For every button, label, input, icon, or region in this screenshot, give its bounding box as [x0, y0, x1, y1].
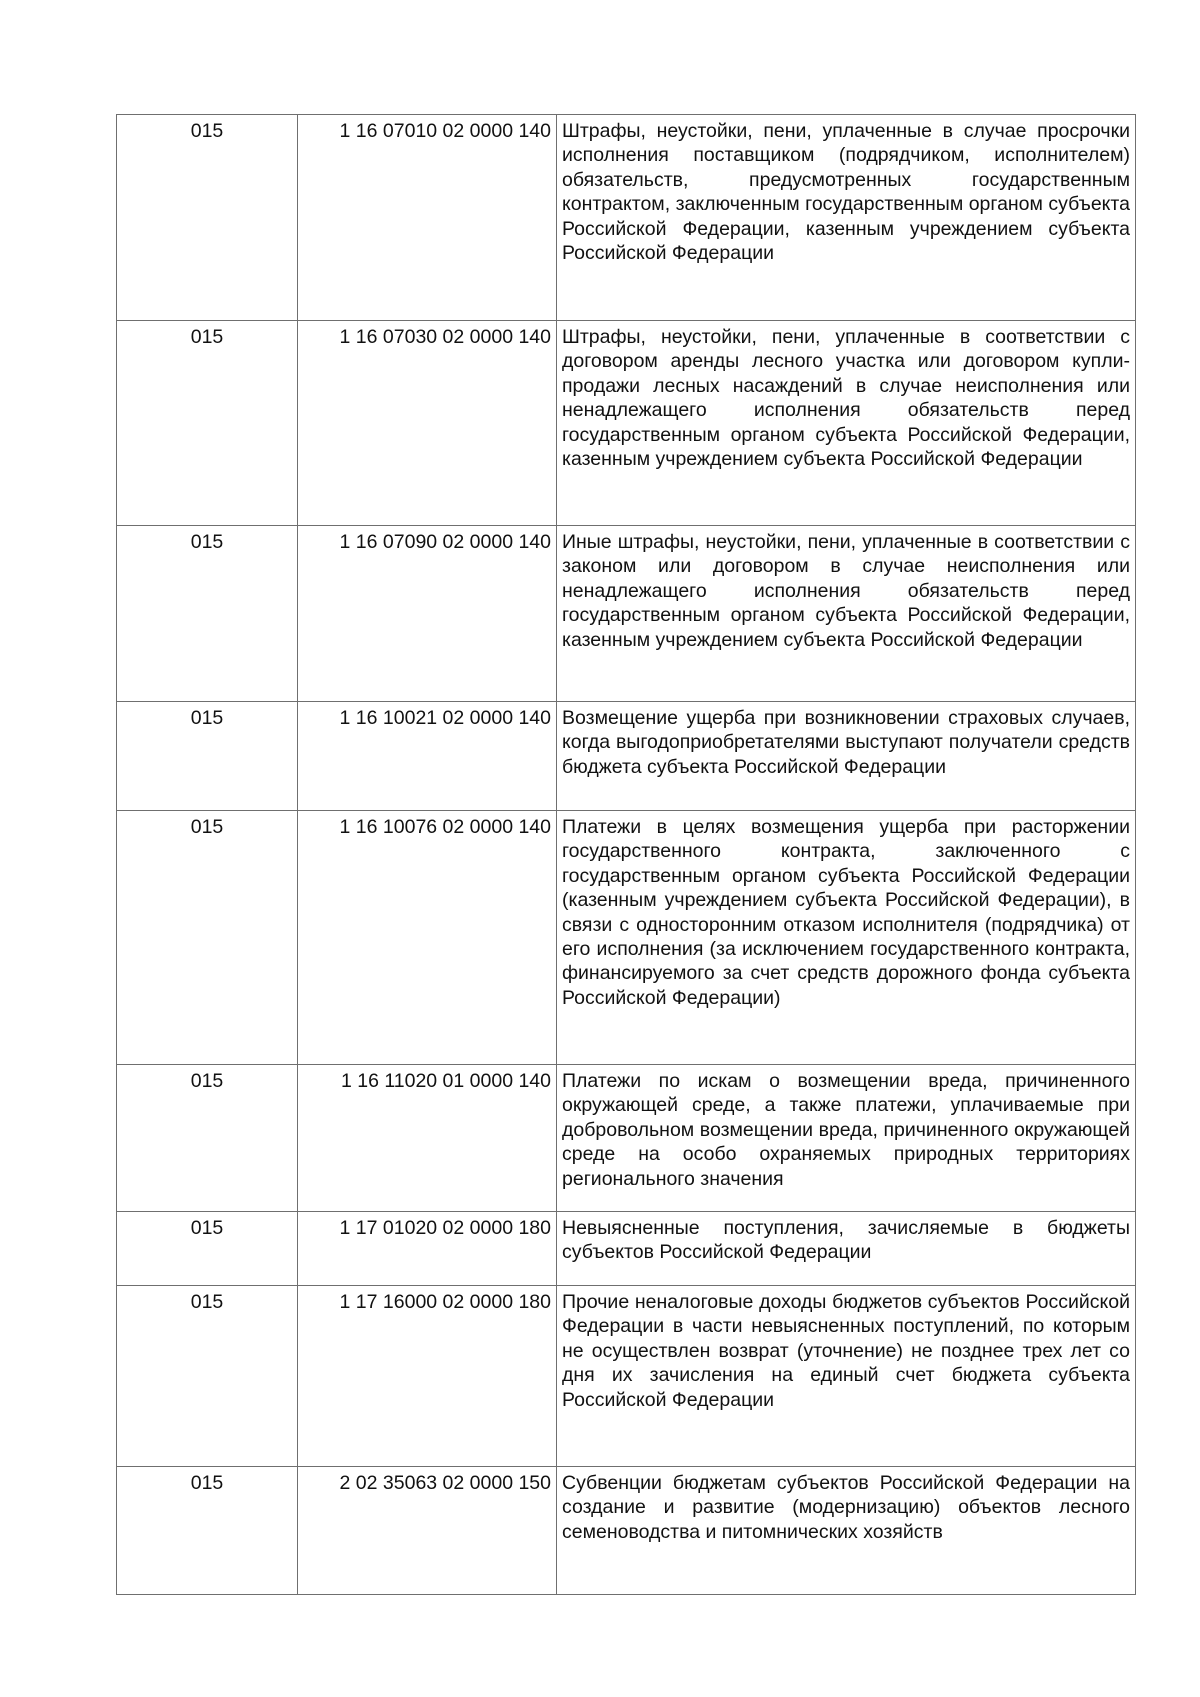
kbk-code-cell: 2 02 35063 02 0000 150 — [298, 1467, 557, 1595]
revenue-name-cell: Платежи по искам о возмещении вреда, причиненного окружающей среде, а также платежи, уплачиваемые при добровольном возмещении вреда, причиненного окружающей среде на особо охраняемых природных территориях регионального значения — [557, 1065, 1136, 1212]
revenue-name-cell: Возмещение ущерба при возникновении страховых случаев, когда выгодоприобретателями выступают получатели средств бюджета субъекта Российской Федерации — [557, 702, 1136, 811]
revenue-name-cell: Иные штрафы, неустойки, пени, уплаченные в соответствии с законом или договором в случае неисполнения или ненадлежащего исполнения обязательств перед государственным органом субъекта Российской Федерации, казенным учреждением субъекта Российской Федерации — [557, 526, 1136, 702]
kbk-code-cell: 1 16 07010 02 0000 140 — [298, 115, 557, 321]
admin-code-cell: 015 — [117, 115, 298, 321]
table-row — [117, 115, 1136, 321]
table-row — [117, 702, 1136, 811]
table-row — [117, 1286, 1136, 1467]
admin-code-cell: 015 — [117, 811, 298, 1065]
table-row — [117, 1467, 1136, 1595]
kbk-code-cell: 1 16 07090 02 0000 140 — [298, 526, 557, 702]
revenue-name-cell: Субвенции бюджетам субъектов Российской Федерации на создание и развитие (модернизацию) объектов лесного семеноводства и питомнических хозяйств — [557, 1467, 1136, 1595]
admin-code-cell: 015 — [117, 1286, 298, 1467]
kbk-code-cell: 1 16 10021 02 0000 140 — [298, 702, 557, 811]
admin-code-cell: 015 — [117, 321, 298, 526]
revenue-name-cell: Штрафы, неустойки, пени, уплаченные в соответствии с договором аренды лесного участка или договором купли-продажи лесных насаждений в случае неисполнения или ненадлежащего исполнения обязательств перед государственным органом субъекта Российской Федерации, казенным учреждением субъекта Российской Федерации — [557, 321, 1136, 526]
admin-code-cell: 015 — [117, 526, 298, 702]
revenue-name-cell: Платежи в целях возмещения ущерба при расторжении государственного контракта, заключенного с государственным органом субъекта Российской Федерации (казенным учреждением субъекта Российской Федерации), в связи с односторонним отказом исполнителя (подрядчика) от его исполнения (за исключением государственного контракта, финансируемого за счет средств дорожного фонда субъекта Российской Федерации) — [557, 811, 1136, 1065]
table-row — [117, 1065, 1136, 1212]
table-row — [117, 321, 1136, 526]
revenue-name-cell: Прочие неналоговые доходы бюджетов субъектов Российской Федерации в части невыясненных поступлений, по которым не осуществлен возврат (уточнение) не позднее трех лет со дня их зачисления на единый счет бюджета субъекта Российской Федерации — [557, 1286, 1136, 1467]
revenue-codes-table — [116, 114, 1136, 1595]
kbk-code-cell: 1 17 01020 02 0000 180 — [298, 1212, 557, 1286]
revenue-name-cell: Невыясненные поступления, зачисляемые в бюджеты субъектов Российской Федерации — [557, 1212, 1136, 1286]
kbk-code-cell: 1 16 07030 02 0000 140 — [298, 321, 557, 526]
table-row — [117, 1212, 1136, 1286]
kbk-code-cell: 1 16 10076 02 0000 140 — [298, 811, 557, 1065]
admin-code-cell: 015 — [117, 1467, 298, 1595]
admin-code-cell: 015 — [117, 1065, 298, 1212]
kbk-code-cell: 1 16 11020 01 0000 140 — [298, 1065, 557, 1212]
admin-code-cell: 015 — [117, 1212, 298, 1286]
table-row — [117, 811, 1136, 1065]
revenue-name-cell: Штрафы, неустойки, пени, уплаченные в случае просрочки исполнения поставщиком (подрядчиком, исполнителем) обязательств, предусмотренных государственным контрактом, заключенным государственным органом субъекта Российской Федерации, казенным учреждением субъекта Российской Федерации — [557, 115, 1136, 321]
table-row — [117, 526, 1136, 702]
kbk-code-cell: 1 17 16000 02 0000 180 — [298, 1286, 557, 1467]
admin-code-cell: 015 — [117, 702, 298, 811]
